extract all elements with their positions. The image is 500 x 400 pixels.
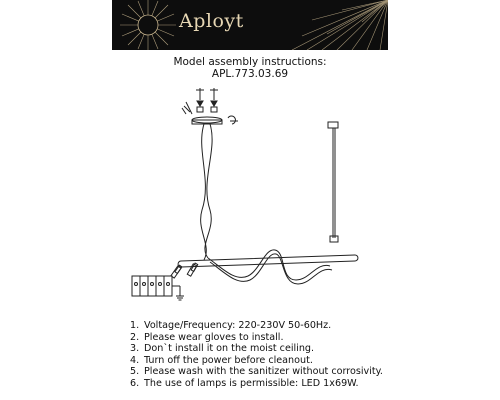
screw-icon xyxy=(196,88,218,112)
list-item: 6. The use of lamps is permissible: LED 1x69W. xyxy=(130,377,359,389)
list-item: 5. Please wash with the sanitizer without corrosivity. xyxy=(130,366,383,377)
brand-banner xyxy=(112,0,388,50)
list-item: 2. Please wear gloves to install. xyxy=(130,331,284,343)
model-number: APL.773.03.69 xyxy=(211,68,289,80)
instruction-list xyxy=(130,320,383,389)
document-title: Model assembly instructions: xyxy=(173,56,327,68)
list-item: 4. Turn off the power before cleanout. xyxy=(130,354,313,366)
sunburst-graphic xyxy=(112,0,388,50)
list-item: 1. Voltage/Frequency: 220-230V 50-60Hz. xyxy=(130,320,332,331)
list-item: 3. Don`t install it on the moist ceiling. xyxy=(130,343,315,354)
brand-logo: Aployt xyxy=(179,10,244,32)
pendant-lamp-diagram-icon xyxy=(100,80,400,310)
